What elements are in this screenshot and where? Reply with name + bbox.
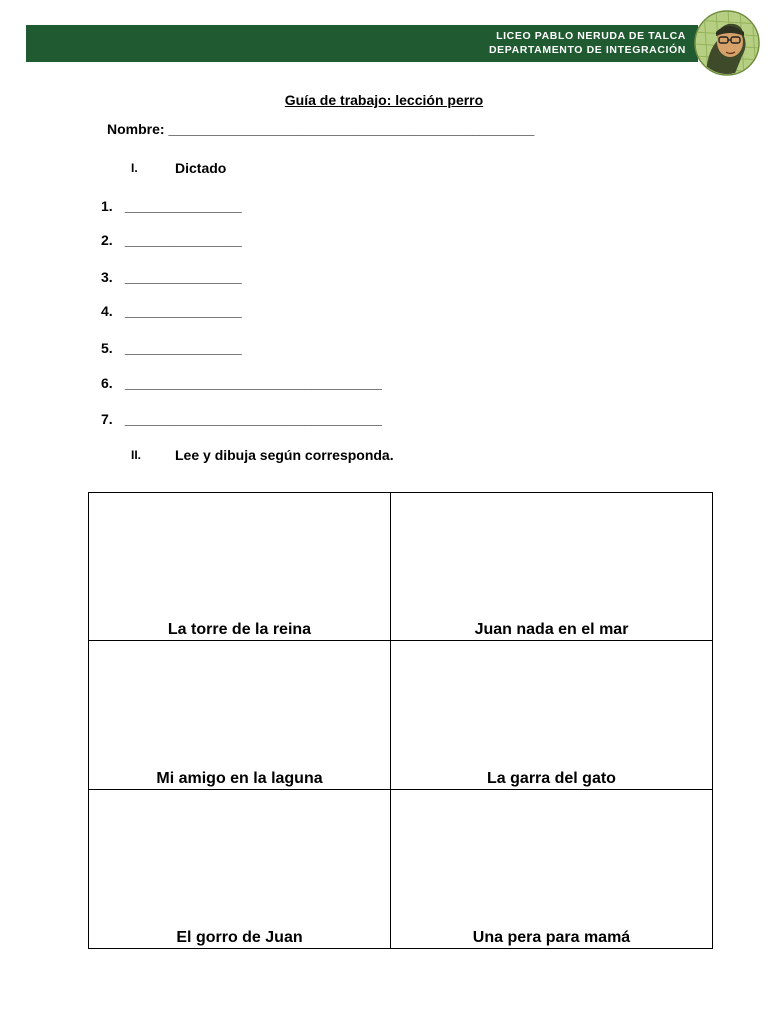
drawing-cell: Juan nada en el mar [391,493,713,641]
school-name: LICEO PABLO NERUDA DE TALCA [496,30,686,42]
item-line: _______________ [125,340,242,356]
dictation-item [101,340,242,356]
department-name: DEPARTAMENTO DE INTEGRACIÓN [488,44,686,56]
item-number: 6. [101,375,113,391]
drawing-cell: La garra del gato [391,641,713,789]
drawing-grid [88,492,713,949]
header-text [489,29,686,57]
section-2-numeral: II. [131,448,142,462]
name-field: Nombre: _______________________________________________ [107,121,535,137]
item-number: 7. [101,411,113,427]
section-2-label: Lee y dibuja según corresponda. [175,447,394,463]
dictation-item [101,232,242,248]
dictation-item [101,303,242,319]
item-number: 2. [101,232,113,248]
item-number: 4. [101,303,113,319]
item-line: _______________ [125,232,242,248]
dictation-item [101,411,382,427]
item-line: _______________ [125,198,242,214]
drawing-cell: La torre de la reina [89,493,391,641]
item-number: 5. [101,340,113,356]
header-band [26,25,698,62]
dictation-item [101,198,242,214]
school-logo [694,10,760,76]
item-line: _______________ [125,269,242,285]
item-line: _________________________________ [125,375,382,391]
drawing-cell: Una pera para mamá [391,789,713,948]
section-1-numeral: I. [131,161,138,175]
dictation-item [101,269,242,285]
item-line: _________________________________ [125,411,382,427]
item-number: 1. [101,198,113,214]
item-line: _______________ [125,303,242,319]
drawing-cell: El gorro de Juan [89,789,391,948]
item-number: 3. [101,269,113,285]
dictation-item [101,375,382,391]
drawing-cell: Mi amigo en la laguna [89,641,391,789]
section-1-label: Dictado [175,160,227,176]
worksheet-title: Guía de trabajo: lección perro [284,92,484,108]
